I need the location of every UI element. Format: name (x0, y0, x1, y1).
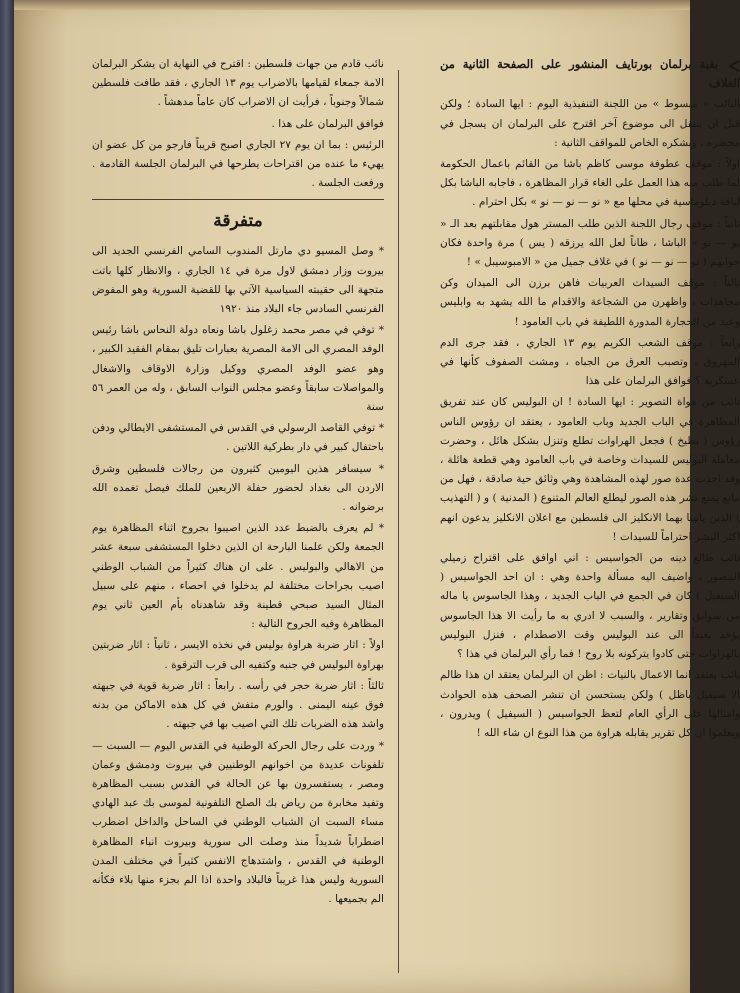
news-item: * لم يعرف بالضبط عدد الذين اصيبوا بجروح اثناء المظاهرة يوم الجمعة ولكن علمنا البارحة ان الذين دخلوا المستشفى سبعة عشر من الاهالي والبوليس . على ان هناك كثيراً من الشباب الوطني اصيب بجراحات مختلفة لم يدخلوا في احصاء ، منهم على سبيل المثال السيد صبحي قطينة وقد شاهدناه بأم العين ثاني يوم المظاهرة وفيه الجروح التالية : (92, 519, 384, 634)
news-item: * سيسافر هذين اليومين كثيرون من رجالات فلسطين وشرق الاردن الى بغداد لحضور حفلة الاربعين للملك فيصل تغمده الله برضوانه . (92, 460, 384, 518)
parliament-paragraph-2: فوافق البرلمان على هذا . (271, 117, 384, 130)
parliament-paragraph: ثالثاً : موقف السيدات العربيات فاهن برزن الى الميدان وكن مجاهدات ، واظهرن من الشجاعة والاقدام ما الله يشهد به وابليس وعبد من الحجارة المدورة اللطيفة في باب العامود ! (440, 277, 740, 328)
news-item: * توفي في مصر محمد زغلول باشا ونعاه دولة النحاس باشا رئيس الوفد المصري الى الامة المصرية بعبارات تليق بمقام الفقيد الكبير ، وهو عضو الوفد المصري ووكيل وزارة الاوقاف والاشغال والمواصلات سابقاً وعضو مجلس النواب السابق ، وله من العمر ٥٦ سنة (92, 321, 384, 417)
parliament-paragraph-1: نائب قادم من جهات فلسطين : اقترح في النهاية ان يشكر البرلمان الامة جمعاء لقيامها بالاضراب يوم ١٣ الجاري ، فقد طافت فلسطين شمالاً وجنوباً ، فرأيت ان الاضراب كان عاماً مدهشاً . (92, 58, 385, 109)
parliament-paragraph: نائب يعتقد انما الاعمال بالنيات : اظن ان البرلمان يعتقد ان هذا ظالم الا سيفيل باظل ) ولكن يستحسن ان تنشر الصحف هذه الحوادث وامثالها على الرأي العام لتعظ الجواسيس ( السيفيل ) ويدرون ، ويعلموا ان كل تقرير يقابله هراوة من هذا النوع ان شاء الله ! (440, 669, 740, 739)
parliament-paragraph: النائب « مبسوط » من اللجنة التنفيذية اليوم : ايها السادة ؛ ولكن قبل ان ننتقل الى موضوع آخر اقترح على البرلمان ان يسجل في محضره ، وبشكره الخاص للمواقف الثانية : (440, 98, 740, 149)
section-title: متفرقة (213, 211, 263, 232)
right-column (440, 55, 740, 973)
parliament-paragraph: نائب طالع دينه من الجواسيس : اني اوافق على اقتراح زميلي المصور ، واضيف اليه مسألة واحدة وهي : ان احد الجواسيس ( السيفيل ) كان في الجمع في الباب الجديد ، وهذا الجاسوس يا ماله من سوابق وتقارير ، والسبب لا ادري به ما رأيت الا هذا الجاسوس يؤخذ بعيداً الى عند البوليس وقت الاصطدام ، فنزل البوليس بالهراوات حتى كادوا يتركونه بلا روح ! فما رأي البرلمان في هذا ؟ (440, 552, 740, 661)
news-item-detail: اولاً : اثار ضربة هراوة بوليس في نخذه الايسر ، ثانياً : اثار ضربتين بهراوة البوليس في جنبه وكتفيه الى قرب الترقوة . (92, 639, 384, 671)
parliament-paragraph: نائب من هواة التصوير : ايها السادة ! ان البوليس كان عند تفريق المظاهرة في الباب الجديد وباب العامود ، يعتقد ان رؤوس الناس رؤوس ( بطيخ ) فجعل الهراوات تطلع وتنزل بشكل هائل ، وحضرت معاملة البوليس للسيدات وخاصة في باب العامود وهي قطعة هائلة ، وقد اخذت عدة صور لهذه المشاهدة وهي وثائق حية صادقة ، فهل من مانع يمنع نشر هذه الصور ليطلع العالم المتنوع ( المدنية ) و ( التهذيب ) الذين ياتينا بهما الانكليز الى فلسطين مع اعلان الانكليز يدعون انهم اكثر البشر احتراماً للسيدات ! (440, 396, 740, 543)
reference-icon (726, 59, 740, 71)
book-binding (0, 0, 14, 993)
parliament-paragraph: ثانياً : موقف رجال اللجنة الذين طلب المستر هول مقابلتهم بعد الـ « نو — نو » الباشا ، ظاناً لعل الله يرزقه ( يس ) مرة واحدة فكان جوابهم ( نو — نو — نو ) في غلاف جميل من « الامبوسيبل » ! (440, 217, 740, 269)
left-column (92, 55, 384, 973)
parliament-paragraph: رابعاً : موقف الشعب الكريم يوم ١٣ الجاري ، فقد جرى الدم المهروق ، وتصبب العرق من الجباه ، ومشت الصفوف كأنها في عسكرية ؟ فوافق البرلمان على هذا (440, 336, 740, 388)
news-item-detail: ثالثاً : اثار ضربة حجر في رأسه . رابعاً : اثار ضربة قوية في جبهته فوق عينه اليمنى . والورم متفش في كل هذه الاماكن من بدنه واشد هذه الضربات تلك التي اصيب بها في جبهته . (92, 679, 384, 731)
page-top-edge (14, 0, 690, 10)
column-divider (398, 70, 399, 973)
news-item: * وردت على رجال الحركة الوطنية في القدس اليوم — السبت — تلفونات عديدة من اخوانهم الوطنيين في بيروت ودمشق وعمان ومصر ، يستفسرون بها عن الحالة في القدس بسبب المظاهرة وتفيد مخابرة من رياض بك الصلح التلفونية لموسى بك عبد الهادي مساء السبت ان الشباب الوطني في الساحل والداخل اضطرب اضطراباً شديداً منذ وصلت الى سورية وبيروت انباء المظاهرة الوطنية في القدس ، واشتدهاج الانفس كثيراً في مختلف المدن السورية وليس هذا غريباً فالبلاد واحدة اذا الم بجزء منها بلاء فكأنه الم بجميعها . (92, 737, 384, 910)
news-item: * توفي القاصد الرسولي في القدس في المستشفى الايطالي ودفن باحتفال كبير في دار بطركية اللاتين . (92, 419, 384, 457)
continuation-heading-text: بقية برلمان بورتايف المنشور على الصفحة الثانية من الغلاف (440, 57, 740, 91)
news-item: * وصل المسيو دي مارتل المندوب السامي الفرنسي الجديد الى بيروت وزار دمشق لاول مرة في ١٤ الجاري ، والانظار كلها باتت متجهة الى حقيبته السياسية الآتي بها للقضية السورية وهو المفوض الفرنسي السادس جاء البلاد منذ ١٩٢٠ (92, 242, 384, 319)
section-divider (92, 199, 384, 200)
parliament-paragraph-3: الرئيس : بما ان يوم ٢٧ الجاري اصبح قريباً فارجو من كل عضو ان يهيء ما عنده من اقتراحات يطرحها في البرلمان الجلسة القادمة . ورفعت الجلسة . (92, 138, 385, 190)
continuation-heading (440, 55, 740, 93)
parliament-paragraph: اولاً : موقف عطوفة موسى كاظم باشا من القائم باعمال الحكومة لما طلب منه هذا العمل على الغاء قرار المظاهرة ، فاجابه الباشا بكل لباقة دبلوماسية في محلها مع « نو — نو — نو » بكل احترام . (440, 158, 740, 209)
